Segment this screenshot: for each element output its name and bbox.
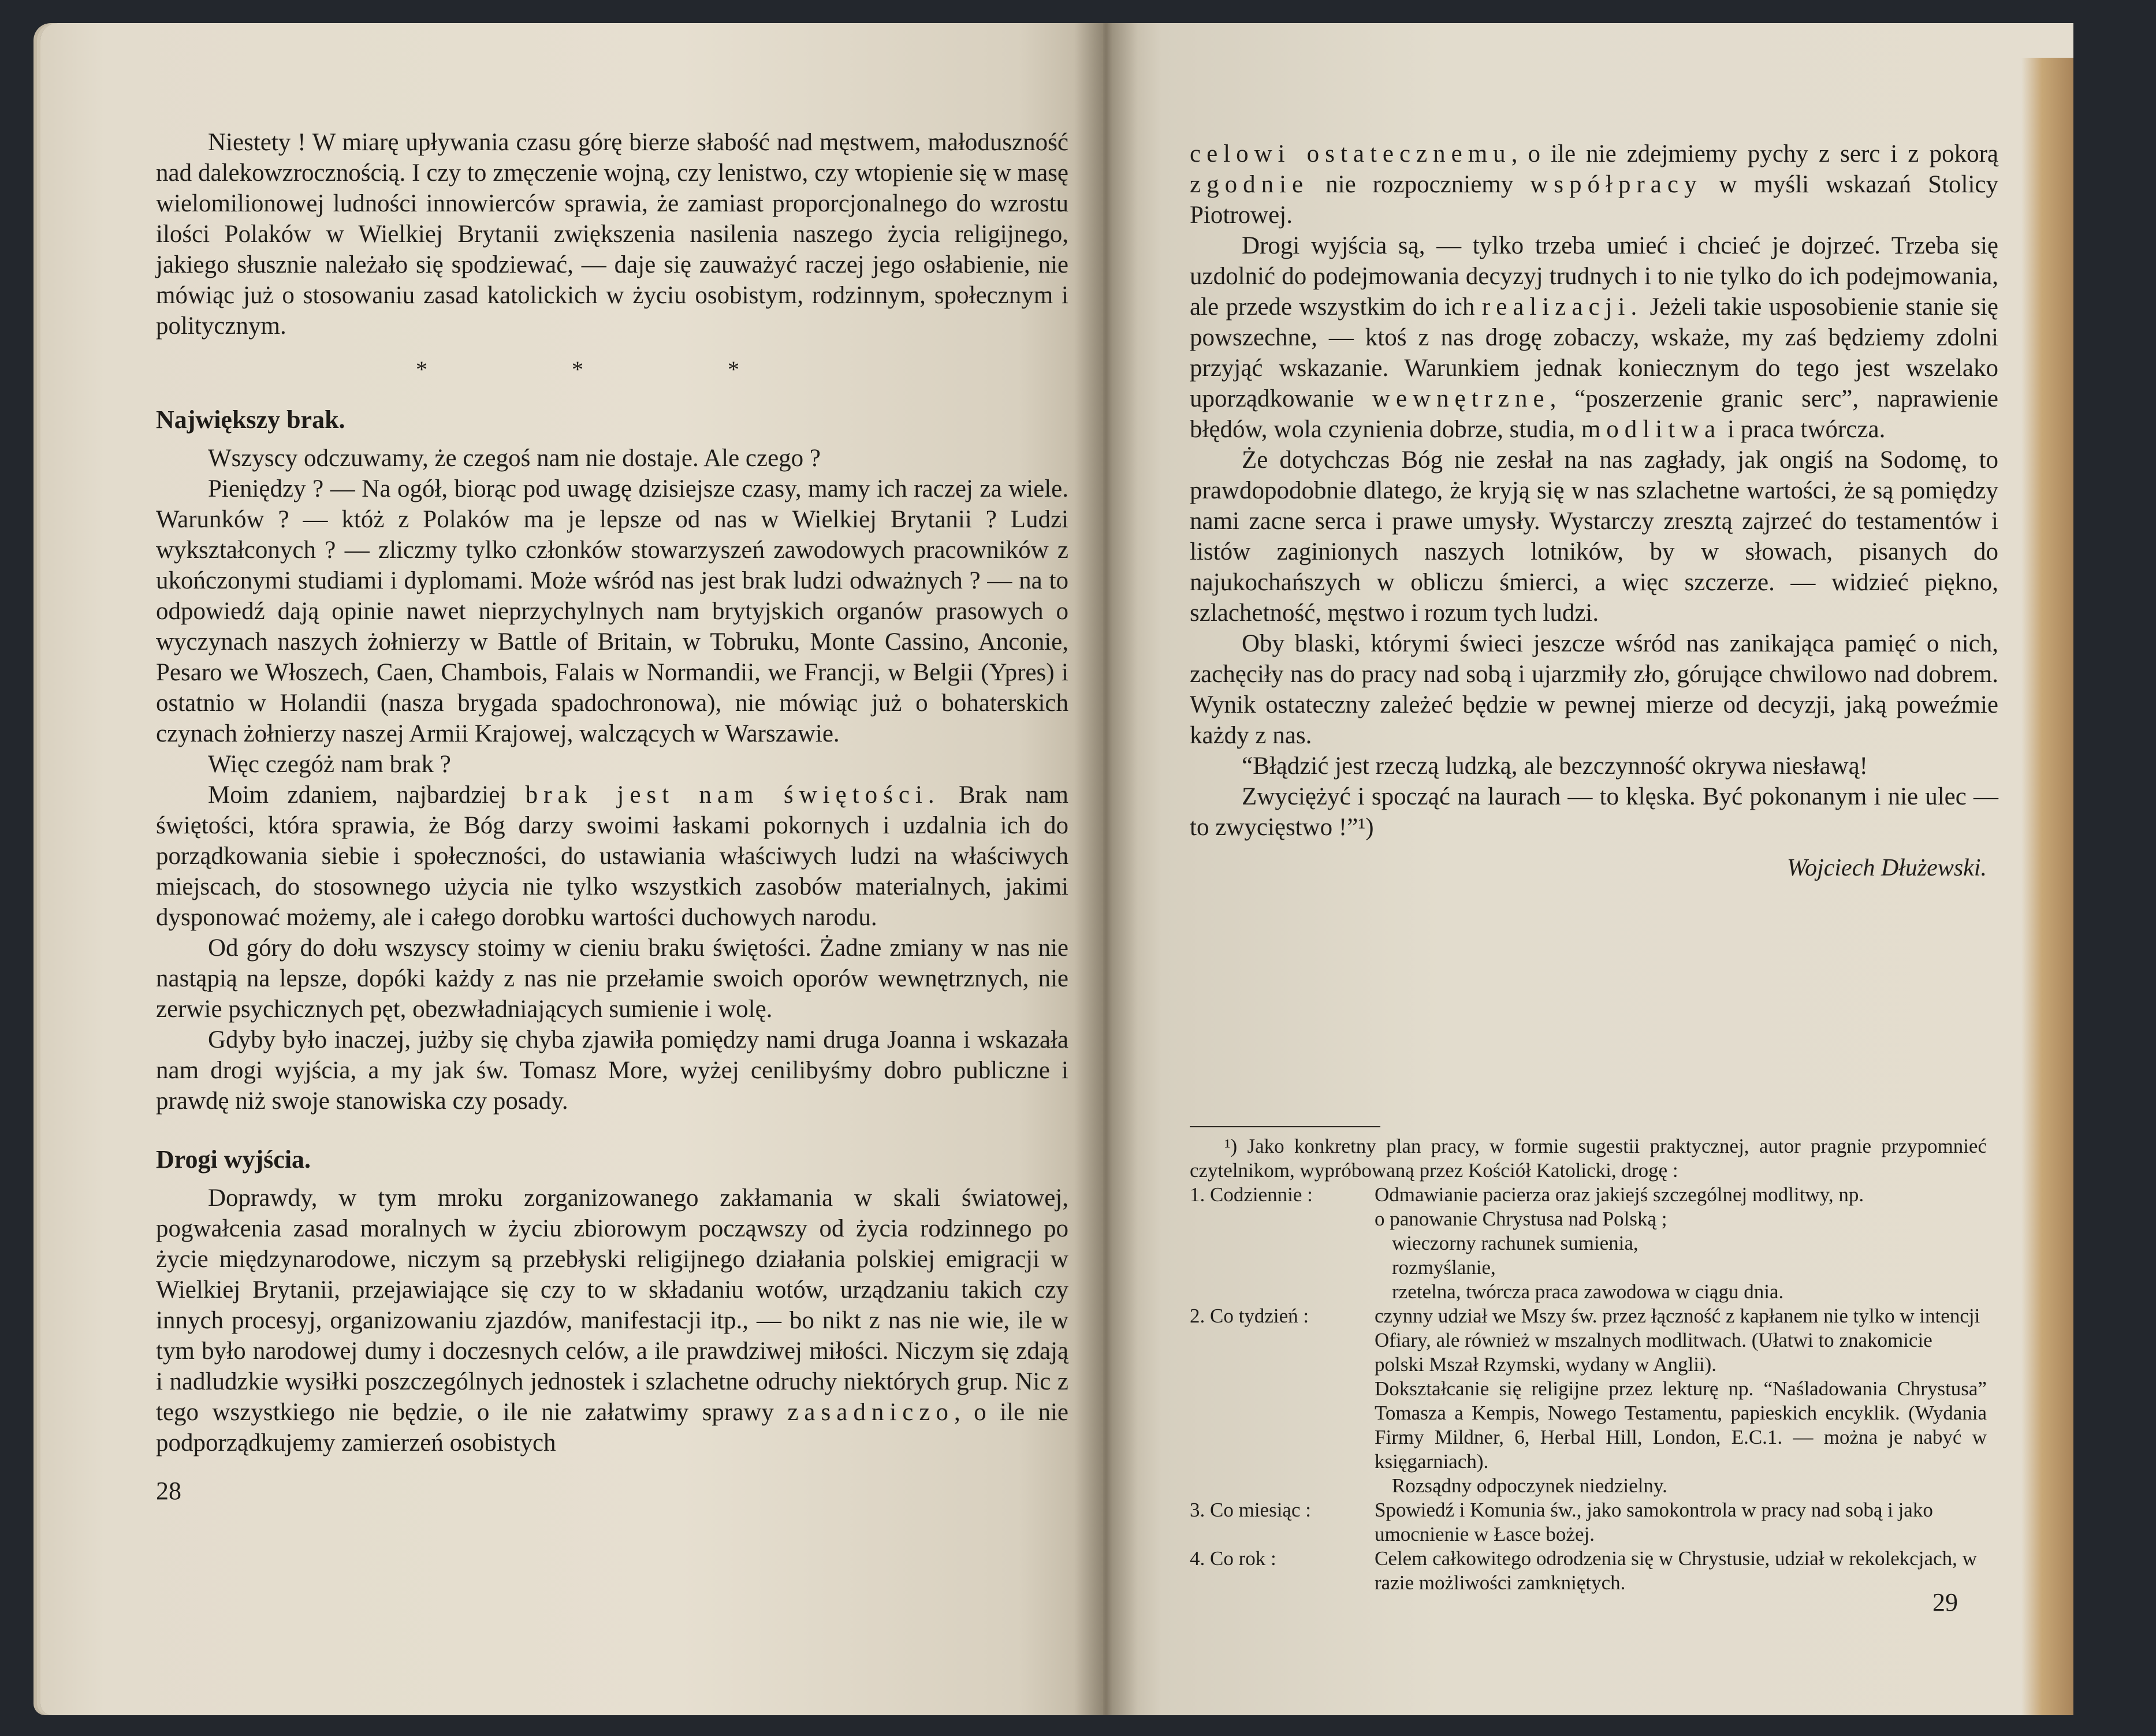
footnote-text: o panowanie Chrystusa nad Polską ;: [1375, 1208, 1667, 1230]
right-page-text: [1190, 139, 1998, 884]
page-number: 29: [1932, 1588, 1958, 1616]
paragraph: Wszyscy odczuwamy, że czegoś nam nie dostaje. Ale czego ?: [208, 445, 821, 472]
footnote-text: Spowiedź i Komunia św., jako samokontrola w pracy nad sobą i jako umocnienie w Łasce bożej.: [1375, 1499, 1933, 1545]
text-run: , o ile nie podporządkujemy zamierzeń osobistych: [156, 1399, 1069, 1456]
text-run: , o ile nie zdejmiemy pychy z serc i z pokorą: [1511, 140, 1998, 167]
footnotes: [1190, 1126, 1987, 1595]
footnote-label: 3. Co miesiąc :: [1190, 1499, 1311, 1521]
footnote-text: Dokształcanie się religijne przez lekturę np. “Naśladowania Chrystusa” Tomasza a Kempis, Nowego Testamentu, papieskich encyklik. (Wydania Firmy Mildner, 6, Herbal Hill, London, E.C.1. — można je nabyć w księgarniach).: [1375, 1377, 1987, 1473]
spaced-emphasis: wewnętrzne: [1372, 385, 1550, 412]
text-run: Drogi wyjścia są, — tylko trzeba umieć i chcieć je dojrzeć. Trzeba się uzdolnić do podejmowania decyzyj trudnych i to nie tylko do ich podejmowania, ale przede wszystkim do ich: [1190, 232, 1998, 321]
section-heading: Największy brak.: [156, 405, 345, 434]
footnote-text: Odmawianie pacierza oraz jakiejś szczególnej modlitwy, np.: [1375, 1183, 1864, 1206]
footnote-label: 1. Codziennie :: [1190, 1183, 1313, 1206]
left-page: [40, 23, 1103, 1715]
text-run: Doprawdy, w tym mroku zorganizowanego zakłamania w skali światowej, pogwałcenia zasad moralnych w życiu zbiorowym począwszy od życia rodzinnego po życie międzynarodowe, niczym są przebłyski religijnego działania polskiej emigracji w Wielkiej Brytanii, przejawiające się czy to w składaniu wotów, urządzaniu takich czy innych procesyj, organizowaniu zjazdów, manifestacji itp., — bo nikt z nas nie wie, ile w tym było narodowej dumy i doczesnych celów, a ile prawdziwej miłości. Niczym się zdają i nadludzkie wysiłki poszczególnych jednostek i szlachetne odruchy niektórych grup. Nic z tego wszystkiego nie będzie, o ile nie załatwimy sprawy: [156, 1184, 1068, 1426]
text-run: i praca twórcza.: [1721, 416, 1886, 443]
footnote-item: [1190, 1547, 1987, 1595]
paragraph: [156, 780, 1068, 933]
paragraph: Niestety ! W miarę upływania czasu górę bierze słabość nad męstwem, małoduszność nad dalekowzrocznością. I czy to zmęczenie wojną, czy lenistwo, czy wtopienie się w masę wielomilionowej ludności innowierców sprawia, że zamiast proporcjonalnego do wzrostu ilości Polaków w Wielkiej Brytanii zwiększenia nasilenia naszego życia religijnego, jakiego słusznie należało się spodziewać, — daje się zauważyć raczej jego osłabienie, nie mówiąc już o stosowaniu zasad katolickich w życiu osobistym, rodzinnym, społecznym i politycznym.: [156, 129, 1068, 340]
quote-line: “Błądzić jest rzeczą ludzką, ale bezczynność okrywa niesławą!: [1242, 752, 1868, 780]
text-run: Moim zdaniem, najbardziej: [208, 781, 526, 809]
spaced-emphasis: celowi ostatecznemu: [1190, 140, 1511, 167]
paragraph: [1190, 139, 1998, 230]
paragraph: Pieniędzy ? — Na ogół, biorąc pod uwagę dzisiejsze czasy, mamy ich raczej za wiele. Warunków ? — któż z Polaków ma je lepsze od nas w Wielkiej Brytanii ? Ludzi wykształconych ? — zliczmy tylko członków stowarzyszeń zawodowych pracowników z ukończonymi studiami i dyplomami. Może wśród nas jest brak ludzi odważnych ? — na to odpowiedź dają opinie nawet nieprzychylnych nam brytyjskich organów prasowych o wyczynach naszych żołnierzy w Battle of Britain, w Tobruku, Monte Cassino, Anconie, Pesaro we Włoszech, Caen, Chambois, Falais w Normandii, we Francji, w Belgii (Ypres) i ostatnio w Holandii (nasza brygada spadochronowa), nie mówiąc już o bohaterskich czynach żołnierzy naszej Armii Krajowej, walczących w Warszawie.: [156, 475, 1068, 747]
spaced-emphasis: zasadniczo: [787, 1399, 954, 1426]
spaced-emphasis: modlitwa: [1581, 416, 1722, 443]
footnote-item: [1190, 1498, 1987, 1547]
text-run: nie rozpoczniemy: [1309, 171, 1531, 198]
left-page-text: [156, 127, 1068, 1506]
footnote-item: [1190, 1183, 1987, 1207]
spaced-emphasis: realizacji.: [1481, 293, 1643, 321]
paragraph: Że dotychczas Bóg nie zesłał na nas zagłady, jak ongiś na Sodomę, to prawdopodobnie dlatego, że kryją się w nas szlachetne wartości, że są pomiędzy nami zacne serca i prawe umysły. Wystarczy zresztą zajrzeć do testamentów i listów zaginionych naszych lotników, by w słowach, pisanych do najukochańszych w obliczu śmierci, a więc szczerze. — widzieć piękno, szlachetność, męstwo i rozum tych ludzi.: [1190, 446, 1998, 627]
spaced-emphasis: zgodnie: [1190, 171, 1309, 198]
footnote-label: 4. Co rok :: [1190, 1547, 1276, 1570]
footnote-rule: [1190, 1126, 1380, 1127]
spaced-emphasis: współpracy: [1530, 171, 1703, 198]
paragraph: Oby blaski, którymi świeci jeszcze wśród nas zanikająca pamięć o nich, zachęciły nas do pracy nad sobą i ujarzmiły zło, górujące chwilowo nad dobrem. Wynik ostateczny zależeć będzie w pewnej mierze od decyzji, jaką poweźmie każdy z nas.: [1190, 630, 1998, 749]
paragraph: Więc czegóż nam brak ?: [208, 751, 451, 778]
text-run: Jeżeli takie usposobienie stanie się powszechne, — ktoś z nas drogę zobaczy, wskaże, my zaś będziemy zdolni przyjąć wskazanie. Warunkiem jednak koniecznym do tego jest wszelako uporządkowanie: [1190, 293, 1998, 412]
text-run: w myśli wskazań Stolicy Piotrowej.: [1190, 171, 1998, 229]
footnote-text: rozmyślanie,: [1392, 1256, 1496, 1279]
paragraph: Gdyby było inaczej, jużby się chyba zjawiła pomiędzy nami druga Joanna i wskazała nam drogi wyjścia, a my jak św. Tomasz More, wyżej cenilibyśmy dobro publiczne i prawdę niż swoje stanowiska czy posady.: [156, 1026, 1068, 1115]
paragraph: [156, 1183, 1068, 1458]
open-booklet: [40, 23, 2073, 1715]
spaced-emphasis: brak jest nam świętości.: [525, 781, 940, 809]
right-page: [1103, 23, 2073, 1715]
page-number: 28: [156, 1477, 181, 1505]
footnote-label: 2. Co tydzień :: [1190, 1305, 1309, 1327]
paragraph: Od góry do dołu wszyscy stoimy w cieniu braku świętości. Żadne zmiany w nas nie nastąpią na lepsze, dopóki każdy z nas nie przełamie swoich oporów wewnętrznych, nie zerwie psychicznych pęt, obezwładniających sumienie i wolę.: [156, 934, 1068, 1023]
footnote-text: rzetelna, twórcza praca zawodowa w ciągu dnia.: [1392, 1280, 1784, 1303]
footnote-item: [1190, 1304, 1987, 1377]
section-heading: Drogi wyjścia.: [156, 1145, 311, 1174]
section-divider-stars: * * *: [416, 356, 809, 382]
quote-line: Zwyciężyć i spocząć na laurach — to klęska. Być pokonanym i nie ulec — to zwycięstwo !”¹): [1190, 783, 1998, 841]
author-signature: Wojciech Dłużewski.: [1786, 855, 1987, 881]
text-run: , “poszerzenie granic serc”, naprawienie błędów, wola czynienia dobrze, studia,: [1190, 385, 1998, 443]
paragraph: [1190, 230, 1998, 445]
footnote-text: czynny udział we Mszy św. przez łączność z kapłanem nie tylko w intencji Ofiary, ale również w mszalnych modlitwach. (Ułatwi to znakomicie polski Mszał Rzymski, wydany w Anglii).: [1375, 1305, 1980, 1376]
text-run: Brak nam świętości, która sprawia, że Bóg darzy swoimi łaskami pokornych i uzdalnia ich do porządkowania siebie i społeczności, do ustawiania właściwych ludzi na właściwych miejscach, do stosownego użycia nie tylko wszystkich zasobów materialnych, jakimi dysponować możemy, ale i całego dorobku wartości duchowych narodu.: [156, 781, 1069, 931]
footnote-text: Rozsądny odpoczynek niedzielny.: [1392, 1474, 1667, 1497]
footnote-text: Celem całkowitego odrodzenia się w Chrystusie, udział w rekolekcjach, w razie możliwości zamkniętych.: [1375, 1547, 1977, 1594]
footnote-text: wieczorny rachunek sumienia,: [1392, 1232, 1639, 1254]
footnote-intro: ¹) Jako konkretny plan pracy, w formie sugestii praktycznej, autor pragnie przypomnieć czytelnikom, wypróbowaną przez Kościół Katolicki, drogę :: [1190, 1135, 1987, 1182]
